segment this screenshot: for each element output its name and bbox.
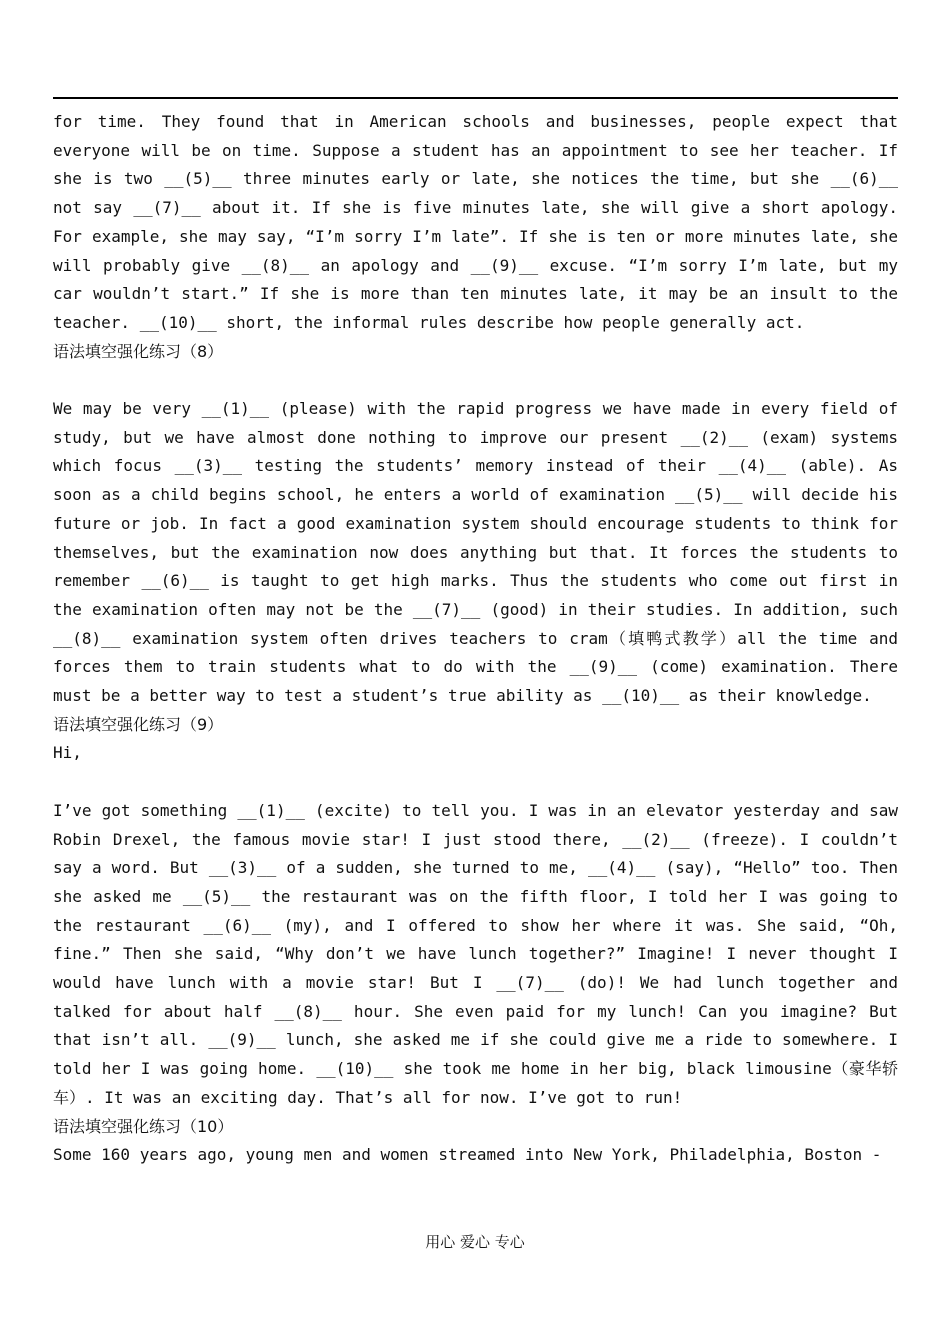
- document-body: [53, 108, 898, 1170]
- exercise-9-paragraph: I’ve got something __(1)__ (excite) to tell you. I was in an elevator yesterday and saw Robin Drexel, the famous movie star! I just stood there, __(2)__ (freeze). I couldn’t say a word. But __(3)__ of a sudden, she turned to me, __(4)__ (say), “Hello” too. Then she asked me __(5)__ the restaurant was on the fifth floor, I told her I was going to the restaurant __(6)__ (my), and I offered to show her where it was. She said, “Oh, fine.” Then she said, “Why don’t we have lunch together?” Imagine! I never thought I would have lunch with a movie star! But I __(7)__ (do)! We had lunch together and talked for about half __(8)__ hour. She even paid for my lunch! Can you imagine? But that isn’t all. __(9)__ lunch, she asked me if she could give me a ride to somewhere. I told her I was going home. __(10)__ she took me home in her big, black limousine（豪华轿车）. It was an exciting day. That’s all for now. I’ve got to run!: [53, 800, 898, 1107]
- header-rule: [53, 97, 898, 99]
- exercise-10-heading: 语法填空强化练习（10）: [53, 1116, 234, 1136]
- exercise-9-heading: 语法填空强化练习（9）: [53, 714, 224, 734]
- exercise-9-greeting: Hi,: [53, 743, 82, 763]
- blank-line: [53, 366, 898, 395]
- exercise-10-paragraph: Some 160 years ago, young men and women streamed into New York, Philadelphia, Boston -: [53, 1145, 882, 1165]
- continuation-paragraph: for time. They found that in American schools and businesses, people expect that everyone will be on time. Suppose a student has an appointment to see her teacher. If she is two __(5)__ three minutes early or late, she notices the time, but she __(6)__ not say __(7)__ about it. If she is five minutes late, she will give a short apology. For example, she may say, “I’m sorry I’m late”. If she is ten or more minutes late, she will probably give __(8)__ an apology and __(9)__ excuse. “I’m sorry I’m late, but my car wouldn’t start.” If she is more than ten minutes late, it may be an insult to the teacher. __(10)__ short, the informal rules describe how people generally act.: [53, 112, 898, 332]
- exercise-8-paragraph: We may be very __(1)__ (please) with the rapid progress we have made in every field of study, but we have almost done nothing to improve our present __(2)__ (exam) systems which focus __(3)__ testing the students’ memory instead of their __(4)__ (able). As soon as a child begins school, he enters a world of examination __(5)__ will decide his future or job. In fact a good examination system should encourage students to think for themselves, but the examination now does anything but that. It forces the students to remember __(6)__ is taught to get high marks. Thus the students who come out first in the examination often may not be the __(7)__ (good) in their studies. In addition, such __(8)__ examination system often drives teachers to cram（填鸭式教学）all the time and forces them to train students what to do with the __(9)__ (come) examination. There must be a better way to test a student’s true ability as __(10)__ as their knowledge.: [53, 399, 898, 706]
- exercise-8-heading: 语法填空强化练习（8）: [53, 341, 224, 361]
- blank-line: [53, 768, 898, 797]
- page-footer: 用心 爱心 专心: [425, 1233, 525, 1251]
